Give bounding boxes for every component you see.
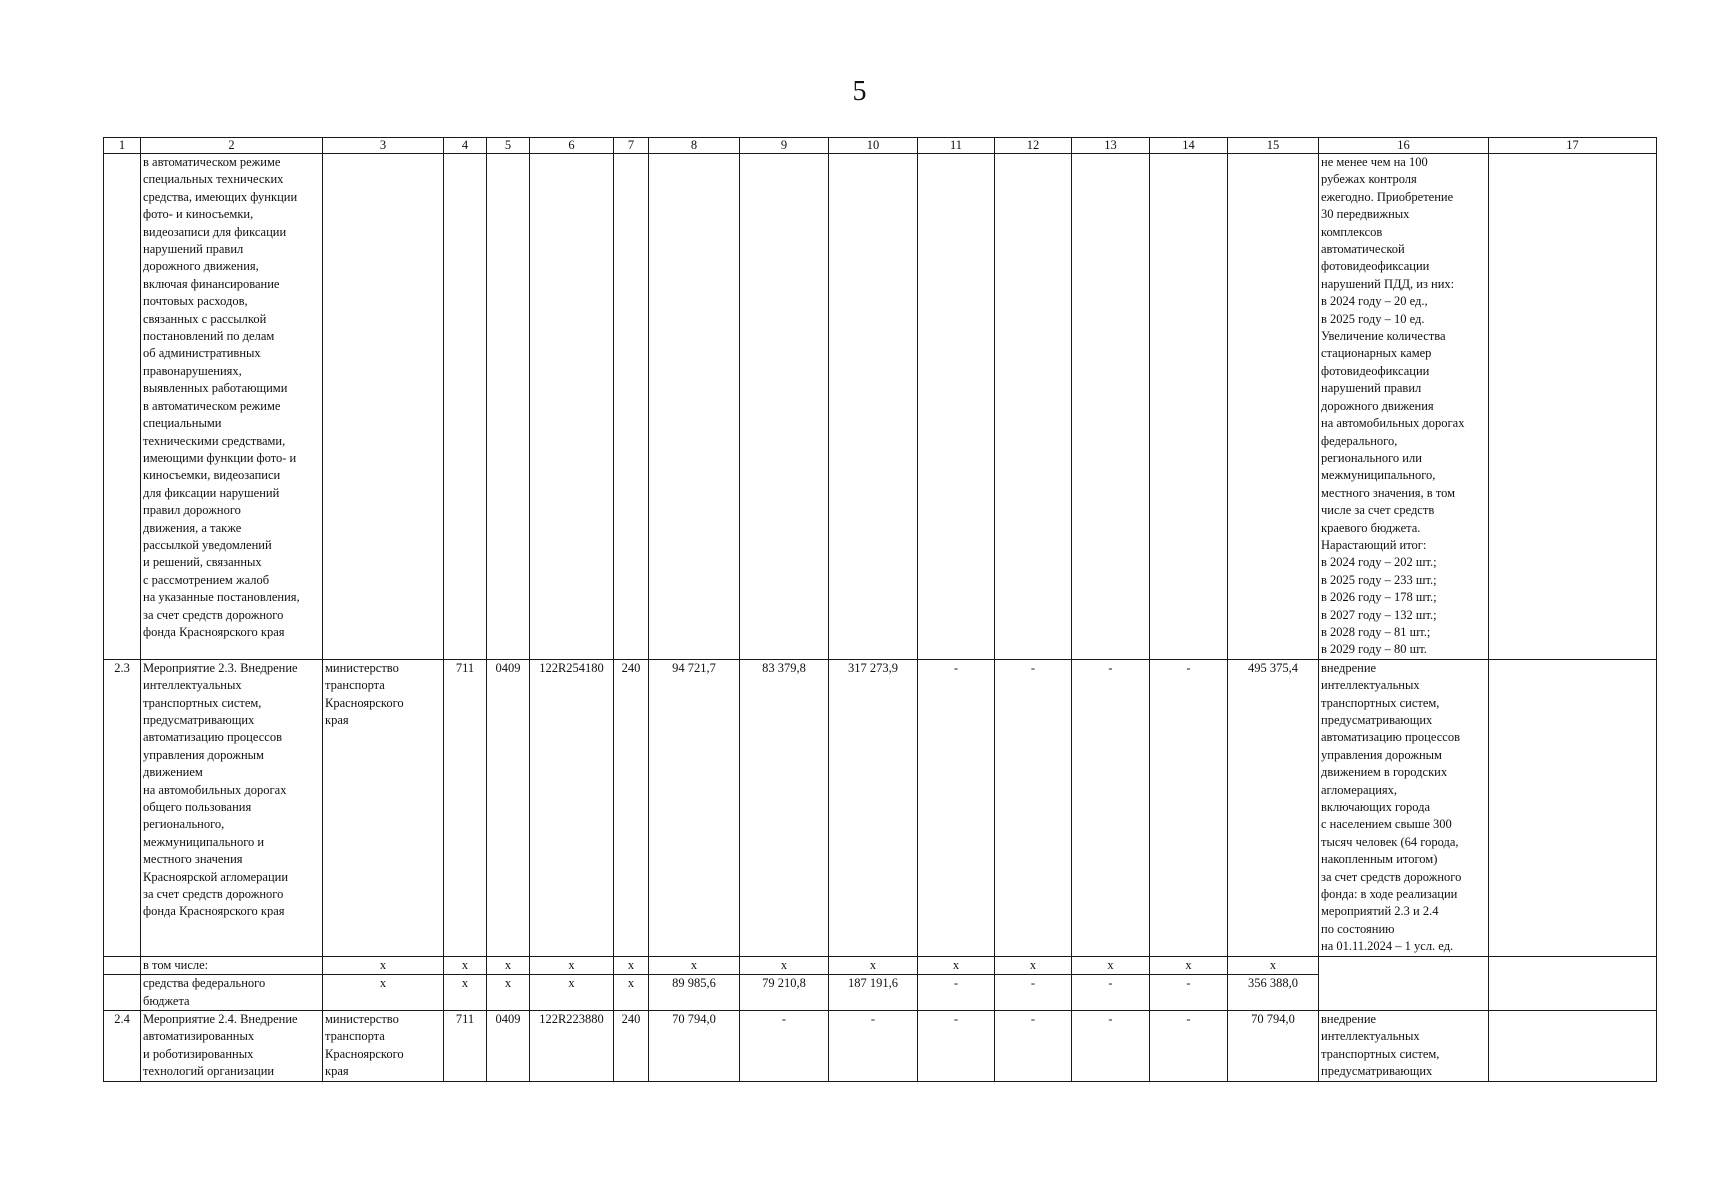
amount-11: -: [918, 659, 995, 956]
expense-type: 240: [614, 1010, 649, 1081]
amount-14: -: [1150, 659, 1228, 956]
col-number: 17: [1489, 138, 1657, 154]
x-mark: х: [323, 956, 444, 974]
measure-description: в автоматическом режиме специальных технических средства, имеющих функции фото- и киносъемки, видеозаписи для фиксации нарушений правил дорожного движения, включая финансирование почтовых расходов, связанных с рассылкой постановлений по делам об административных правонарушениях, выявленных работающими в автоматическом режиме специальными техническими средствами, имеющими функции фото- и киносъемки, видеозаписи для фиксации нарушений правил дорожного движения, а также рассылкой уведомлений и решений, связанных с рассмотрением жалоб на указанные постановления, за счет средств дорожного фонда Красноярского края: [141, 154, 323, 660]
x-mark: х: [323, 975, 444, 1011]
measure-description: Мероприятие 2.3. Внедрение интеллектуальных транспортных систем, предусматривающих автоматизацию процессов управления дорожным движением на автомобильных дорогах общего пользования регионального, межмуниципального и местного значения Красноярской агломерации за счет средств дорожного фонда Красноярского края: [141, 659, 323, 956]
target-code: 122R223880: [530, 1010, 614, 1081]
cell: [1228, 154, 1319, 660]
col-number: 15: [1228, 138, 1319, 154]
target-code: 122R254180: [530, 659, 614, 956]
col-number: 9: [740, 138, 829, 154]
expected-result: внедрение интеллектуальных транспортных систем, предусматривающих: [1319, 1010, 1489, 1081]
including-label: в том числе:: [141, 956, 323, 974]
amount-12: -: [995, 659, 1072, 956]
x-mark: х: [740, 956, 829, 974]
x-mark: х: [918, 956, 995, 974]
x-mark: х: [530, 956, 614, 974]
table-row-including: [104, 956, 1657, 974]
cell: [487, 154, 530, 660]
table-row-2-3: [104, 659, 1657, 956]
x-mark: х: [444, 956, 487, 974]
col-number: 1: [104, 138, 141, 154]
amount-9: 83 379,8: [740, 659, 829, 956]
col-number: 6: [530, 138, 614, 154]
row-number: 2.4: [104, 1010, 141, 1081]
cell: [1319, 956, 1489, 1010]
cell: [995, 154, 1072, 660]
cell: [829, 154, 918, 660]
amount-13: -: [1072, 1010, 1150, 1081]
amount-8: 94 721,7: [649, 659, 740, 956]
expected-result: внедрение интеллектуальных транспортных систем, предусматривающих автоматизацию процессов управления дорожным движением в городских агломерациях, включающих города с населением свыше 300 тысяч человек (64 города, накопленным итогом) за счет средств дорожного фонда: в ходе реализации мероприятий 2.3 и 2.4 по состоянию на 01.11.2024 – 1 усл. ед.: [1319, 659, 1489, 956]
cell: [1072, 154, 1150, 660]
row-number: 2.3: [104, 659, 141, 956]
x-mark: х: [995, 956, 1072, 974]
amount-total: 356 388,0: [1228, 975, 1319, 1011]
section-code: 0409: [487, 659, 530, 956]
cell: [918, 154, 995, 660]
cell: [104, 975, 141, 1011]
x-mark: х: [444, 975, 487, 1011]
cell: [104, 956, 141, 974]
program-table: [103, 137, 1657, 1082]
amount-total: 70 794,0: [1228, 1010, 1319, 1081]
x-mark: х: [829, 956, 918, 974]
amount-13: -: [1072, 975, 1150, 1011]
x-mark: х: [487, 975, 530, 1011]
cell: [649, 154, 740, 660]
executor-cell: [323, 154, 444, 660]
executor: министерство транспорта Красноярского края: [323, 1010, 444, 1081]
cell: [530, 154, 614, 660]
federal-budget-label: средства федерального бюджета: [141, 975, 323, 1011]
col-number: 14: [1150, 138, 1228, 154]
row-number-cell: [104, 154, 141, 660]
expected-result: не менее чем на 100 рубежах контроля ежегодно. Приобретение 30 передвижных комплексов автоматической фотовидеофиксации нарушений ПДД, из них: в 2024 году – 20 ед., в 2025 году – 10 ед. Увеличение количества стационарных камер фотовидеофиксации нарушений правил дорожного движения на автомобильных дорогах федерального, регионального или межмуниципального, местного значения, в том числе за счет средств краевого бюджета. Нарастающий итог: в 2024 году – 202 шт.; в 2025 году – 233 шт.; в 2026 году – 178 шт.; в 2027 году – 132 шт.; в 2028 году – 81 шт.; в 2029 году – 80 шт.: [1319, 154, 1489, 660]
col-number: 11: [918, 138, 995, 154]
grbs-code: 711: [444, 659, 487, 956]
amount-total: 495 375,4: [1228, 659, 1319, 956]
x-mark: х: [1072, 956, 1150, 974]
amount-14: -: [1150, 1010, 1228, 1081]
col-number: 5: [487, 138, 530, 154]
amount-11: -: [918, 975, 995, 1011]
amount-14: -: [1150, 975, 1228, 1011]
cell: [740, 154, 829, 660]
x-mark: х: [487, 956, 530, 974]
amount-10: 317 273,9: [829, 659, 918, 956]
cell: [1489, 956, 1657, 1010]
amount-9: 79 210,8: [740, 975, 829, 1011]
amount-10: -: [829, 1010, 918, 1081]
amount-8: 89 985,6: [649, 975, 740, 1011]
amount-10: 187 191,6: [829, 975, 918, 1011]
x-mark: х: [1228, 956, 1319, 974]
cell: [1489, 154, 1657, 660]
cell: [1489, 659, 1657, 956]
x-mark: х: [614, 975, 649, 1011]
column-number-row: [104, 138, 1657, 154]
x-mark: х: [1150, 956, 1228, 974]
col-number: 8: [649, 138, 740, 154]
amount-13: -: [1072, 659, 1150, 956]
col-number: 3: [323, 138, 444, 154]
col-number: 13: [1072, 138, 1150, 154]
x-mark: х: [530, 975, 614, 1011]
section-code: 0409: [487, 1010, 530, 1081]
col-number: 2: [141, 138, 323, 154]
table-row-continuation: [104, 154, 1657, 660]
cell: [444, 154, 487, 660]
col-number: 10: [829, 138, 918, 154]
page-number: 5: [852, 76, 867, 107]
amount-8: 70 794,0: [649, 1010, 740, 1081]
amount-12: -: [995, 975, 1072, 1011]
col-number: 12: [995, 138, 1072, 154]
col-number: 16: [1319, 138, 1489, 154]
amount-11: -: [918, 1010, 995, 1081]
amount-12: -: [995, 1010, 1072, 1081]
cell: [1150, 154, 1228, 660]
executor: министерство транспорта Красноярского края: [323, 659, 444, 956]
col-number: 7: [614, 138, 649, 154]
cell: [1489, 1010, 1657, 1081]
amount-9: -: [740, 1010, 829, 1081]
measure-description: Мероприятие 2.4. Внедрение автоматизированных и роботизированных технологий организации: [141, 1010, 323, 1081]
x-mark: х: [614, 956, 649, 974]
grbs-code: 711: [444, 1010, 487, 1081]
cell: [614, 154, 649, 660]
x-mark: х: [649, 956, 740, 974]
expense-type: 240: [614, 659, 649, 956]
col-number: 4: [444, 138, 487, 154]
table-row-2-4: [104, 1010, 1657, 1081]
